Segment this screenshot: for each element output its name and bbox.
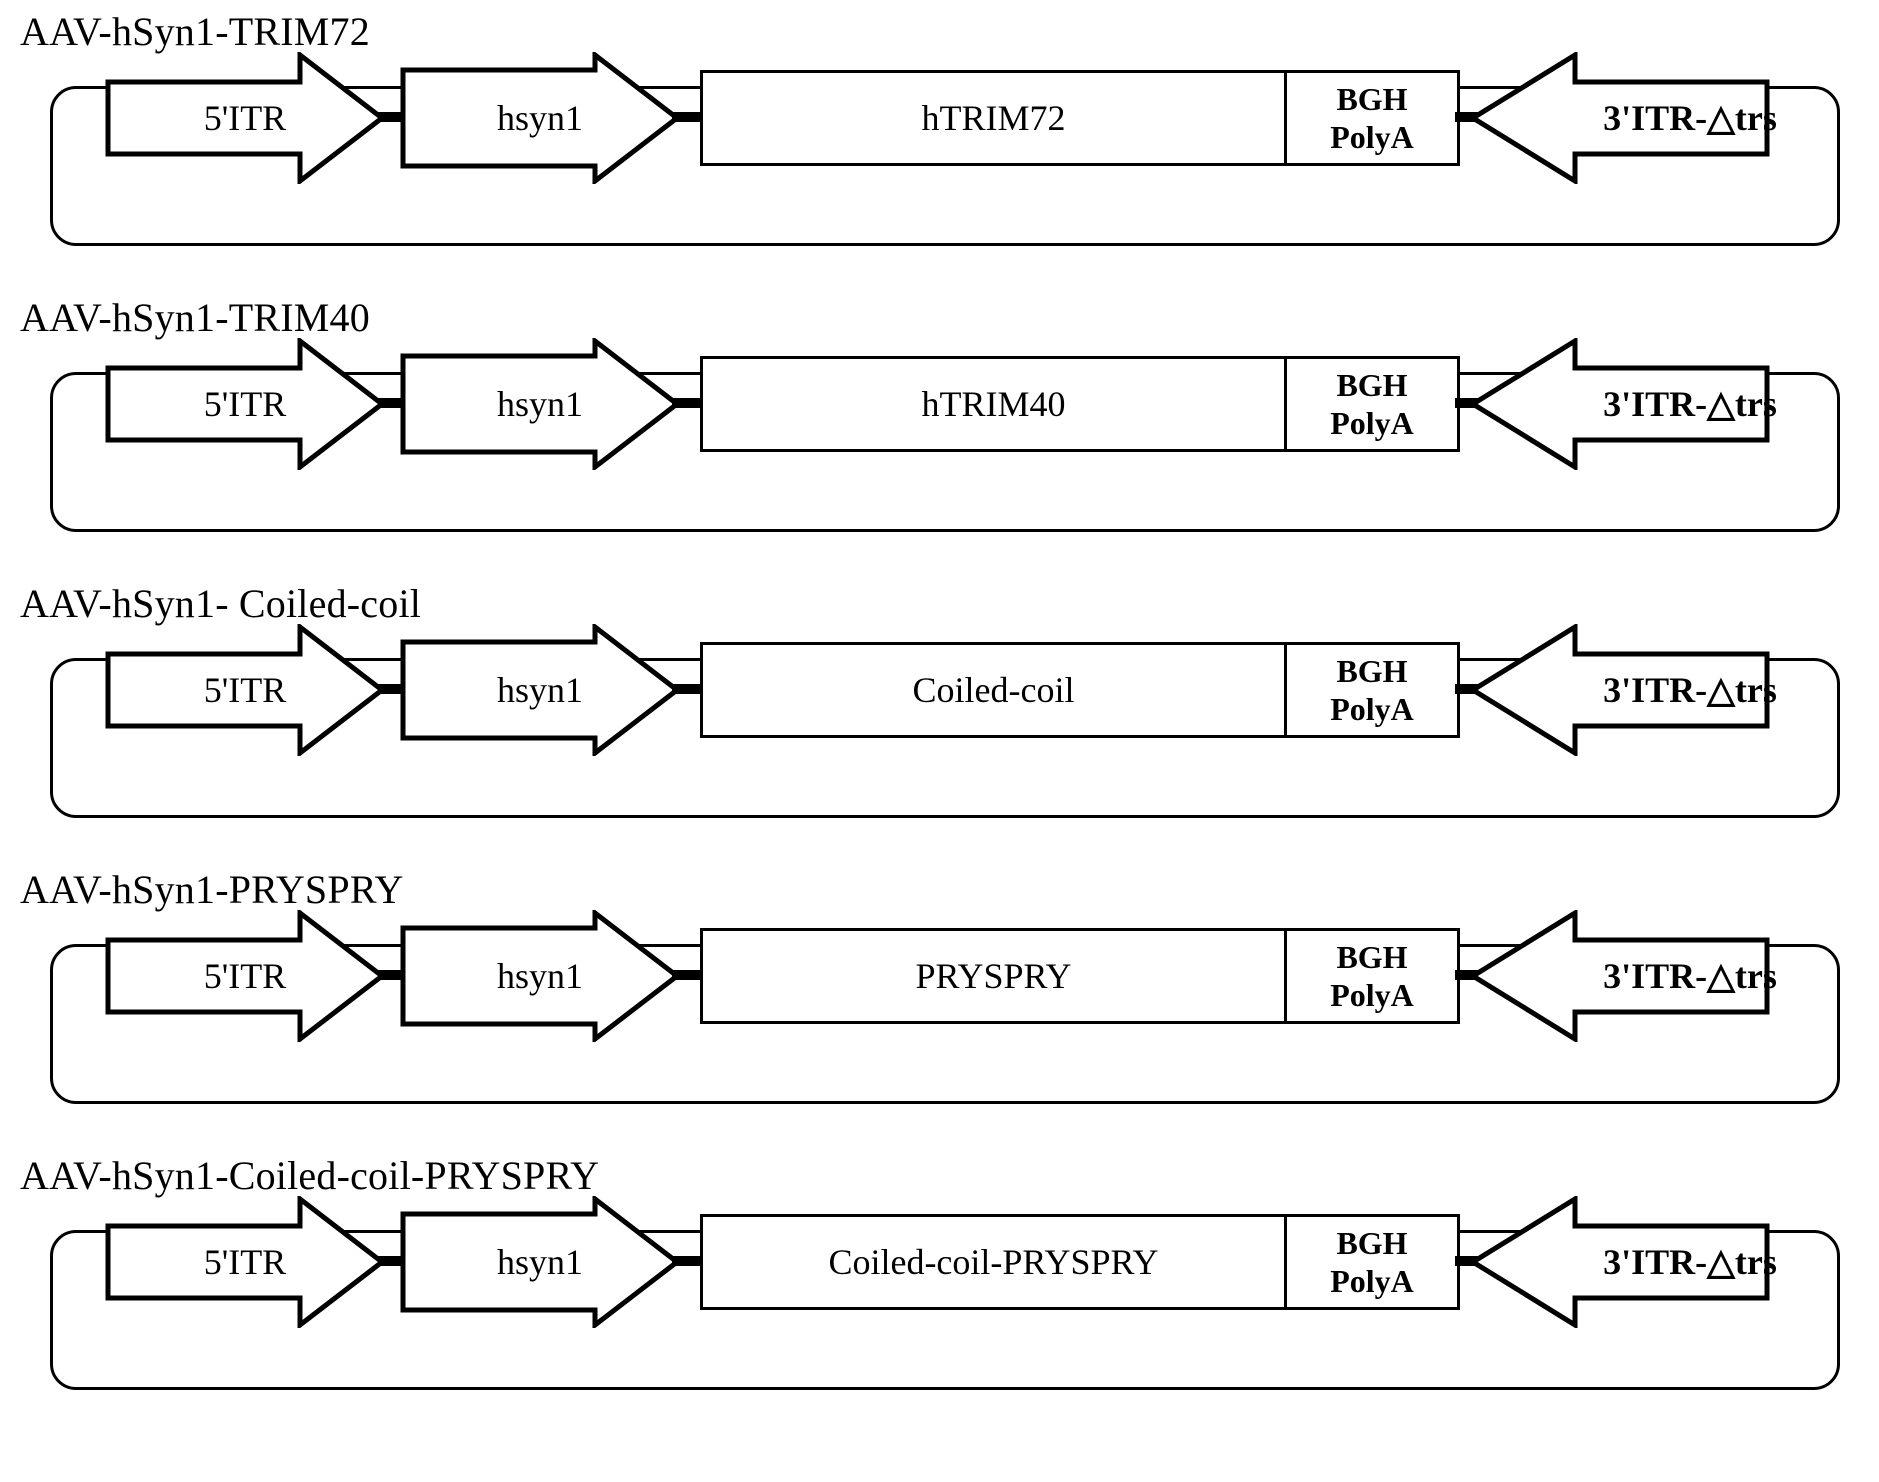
- promoter-label: hsyn1: [496, 956, 583, 996]
- construct-row: [0, 866, 1879, 1152]
- itr3-label: [1470, 910, 1840, 1042]
- itr3-label: [1470, 624, 1840, 756]
- gene-label: hTRIM72: [921, 98, 1066, 138]
- construct-row: [0, 8, 1879, 294]
- polya-line2: PolyA: [1330, 119, 1414, 155]
- itr3-suffix: trs: [1734, 384, 1777, 424]
- itr3-suffix: trs: [1734, 1242, 1777, 1282]
- polya-line2: PolyA: [1330, 1263, 1414, 1299]
- polya-line1: BGH: [1336, 653, 1408, 689]
- construct-row: [0, 580, 1879, 866]
- itr5-arrow: [105, 1196, 385, 1328]
- itr3-prefix: 3'ITR-: [1603, 670, 1708, 710]
- construct-elements: [0, 338, 1879, 468]
- polya-signal: [1284, 1217, 1457, 1307]
- construct-row: [0, 294, 1879, 580]
- gene-cassette: [700, 928, 1460, 1024]
- gene-label: PRYSPRY: [915, 956, 1072, 996]
- construct-elements: [0, 1196, 1879, 1326]
- promoter-label: hsyn1: [496, 670, 583, 710]
- itr3-arrow: [1470, 1196, 1777, 1328]
- itr3-prefix: 3'ITR-: [1603, 98, 1708, 138]
- polya-line1: BGH: [1336, 939, 1408, 975]
- construct-row: [0, 1152, 1879, 1438]
- gene-cassette: [700, 70, 1460, 166]
- itr5-label: 5'ITR: [203, 1242, 287, 1282]
- polya-signal: [1284, 73, 1457, 163]
- polya-signal: [1284, 931, 1457, 1021]
- itr5-label: 5'ITR: [203, 956, 287, 996]
- polya-line2: PolyA: [1330, 977, 1414, 1013]
- gene-cassette: [700, 356, 1460, 452]
- itr3-suffix: trs: [1734, 956, 1777, 996]
- promoter-arrow: [400, 338, 680, 470]
- construct-elements: [0, 624, 1879, 754]
- itr3-label: [1470, 52, 1840, 184]
- itr3-arrow: [1470, 910, 1777, 1042]
- itr3-arrow: [1470, 52, 1777, 184]
- promoter-arrow: [400, 910, 680, 1042]
- promoter-label: hsyn1: [496, 98, 583, 138]
- polya-line2: PolyA: [1330, 691, 1414, 727]
- itr3-suffix: trs: [1734, 670, 1777, 710]
- promoter-label: hsyn1: [496, 384, 583, 424]
- itr3-label: [1470, 1196, 1840, 1328]
- delta-triangle-icon: △: [1707, 670, 1735, 710]
- gene-label: Coiled-coil-PRYSPRY: [828, 1242, 1159, 1282]
- delta-triangle-icon: △: [1707, 98, 1735, 138]
- construct-elements: [0, 910, 1879, 1040]
- itr5-label: 5'ITR: [203, 670, 287, 710]
- promoter-arrow: [400, 52, 680, 184]
- itr5-label: 5'ITR: [203, 384, 287, 424]
- construct-title: AAV-hSyn1-Coiled-coil-PRYSPRY: [20, 1153, 600, 1198]
- itr3-prefix: 3'ITR-: [1603, 384, 1708, 424]
- polya-line1: BGH: [1336, 1225, 1408, 1261]
- gene-cassette: [700, 1214, 1460, 1310]
- promoter-label: hsyn1: [496, 1242, 583, 1282]
- delta-triangle-icon: △: [1707, 1242, 1735, 1282]
- itr5-arrow: [105, 910, 385, 1042]
- itr3-arrow: [1470, 624, 1777, 756]
- promoter-arrow: [400, 624, 680, 756]
- construct-elements: [0, 52, 1879, 182]
- itr3-prefix: 3'ITR-: [1603, 1242, 1708, 1282]
- polya-line1: BGH: [1336, 81, 1408, 117]
- construct-title: AAV-hSyn1-TRIM40: [20, 295, 370, 340]
- itr3-suffix: trs: [1734, 98, 1777, 138]
- gene-cassette: [700, 642, 1460, 738]
- promoter-arrow: [400, 1196, 680, 1328]
- delta-triangle-icon: △: [1707, 956, 1735, 996]
- itr5-arrow: [105, 52, 385, 184]
- gene-label: Coiled-coil: [912, 670, 1075, 710]
- itr3-label: [1470, 338, 1840, 470]
- gene-label: hTRIM40: [921, 384, 1066, 424]
- construct-title: AAV-hSyn1-TRIM72: [20, 9, 370, 54]
- polya-line2: PolyA: [1330, 405, 1414, 441]
- polya-line1: BGH: [1336, 367, 1408, 403]
- itr5-label: 5'ITR: [203, 98, 287, 138]
- delta-triangle-icon: △: [1707, 384, 1735, 424]
- construct-title: AAV-hSyn1- Coiled-coil: [20, 581, 422, 626]
- construct-title: AAV-hSyn1-PRYSPRY: [20, 867, 404, 912]
- itr3-arrow: [1470, 338, 1777, 470]
- itr5-arrow: [105, 338, 385, 470]
- polya-signal: [1284, 645, 1457, 735]
- itr3-prefix: 3'ITR-: [1603, 956, 1708, 996]
- polya-signal: [1284, 359, 1457, 449]
- itr5-arrow: [105, 624, 385, 756]
